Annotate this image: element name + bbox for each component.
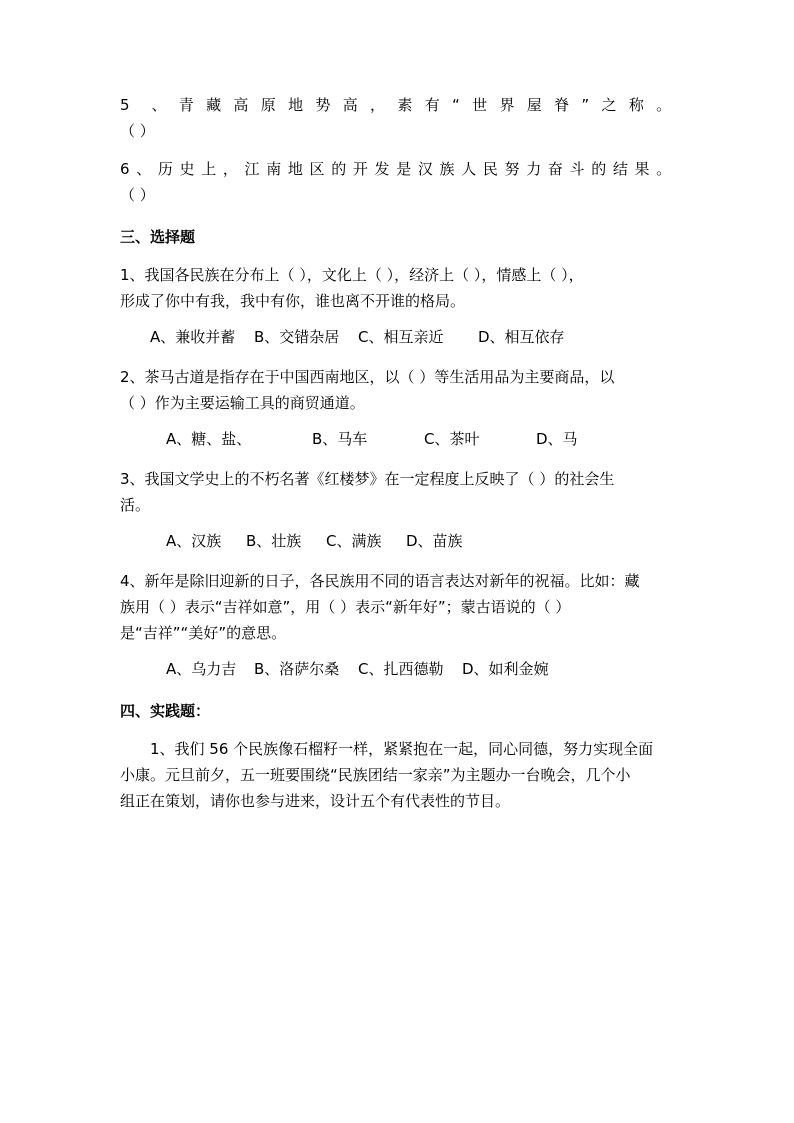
tf-question-6: [120, 156, 676, 208]
practice-question-1-line: 小康。元旦前夕，五一班要围绕“民族团结一家亲”为主题办一台晚会，几个小: [120, 766, 631, 784]
option-c: C、茶叶: [424, 430, 480, 448]
mc-question-2: [120, 364, 676, 416]
practice-question-1-line: 1、我们 56 个民族像石榴籽一样，紧紧抱在一起，同心同德，努力实现全面: [150, 740, 654, 758]
option-c: C、满族: [326, 532, 382, 550]
tf-question-6-answer-blank: （ ）: [120, 186, 155, 204]
mc-question-3-line: 活。: [120, 496, 151, 514]
mc-question-1-options: [120, 324, 676, 350]
mc-question-1: [120, 262, 676, 314]
mc-question-4-line: 族用（ ）表示“吉祥如意”，用（ ）表示“新年好”；蒙古语说的（ ）: [120, 598, 571, 616]
option-b: B、洛萨尔桑: [254, 660, 340, 678]
mc-question-2-line: 2、茶马古道是指存在于中国西南地区，以（ ）等生活用品为主要商品，以: [120, 368, 615, 386]
option-d: D、如利金婉: [462, 660, 549, 678]
option-b: B、壮族: [246, 532, 302, 550]
mc-question-4-line: 是“吉祥”“美好”的意思。: [120, 624, 287, 642]
mc-question-1-line: 形成了你中有我，我中有你，谁也离不开谁的格局。: [120, 292, 466, 310]
option-d: D、苗族: [406, 532, 463, 550]
option-a: A、糖、盐、: [166, 430, 252, 448]
mc-question-2-line: （ ）作为主要运输工具的商贸通道。: [120, 394, 365, 412]
option-a: A、汉族: [166, 532, 222, 550]
mc-question-4: [120, 568, 676, 646]
option-d: D、相互依存: [478, 328, 565, 346]
tf-question-5-answer-blank: （ ）: [120, 122, 155, 140]
section-3-heading: 三、选择题: [120, 228, 196, 246]
option-d: D、马: [536, 430, 578, 448]
option-a: A、乌力吉: [166, 660, 237, 678]
page-content: [120, 92, 676, 824]
practice-question-1: [120, 736, 676, 814]
option-c: C、扎西德勒: [358, 660, 444, 678]
mc-question-3-options: [120, 528, 676, 554]
tf-question-5: [120, 92, 676, 144]
mc-question-3: [120, 466, 676, 518]
tf-question-5-stem: 5 、青藏高原地势高，素有“世界屋脊”之称。: [120, 96, 676, 114]
tf-question-6-stem: 6、历史上，江南地区的开发是汉族人民努力奋斗的结果。: [120, 160, 676, 178]
option-a: A、兼收并蓄: [150, 328, 236, 346]
mc-question-4-options: [120, 656, 676, 682]
mc-question-2-options: [120, 426, 676, 452]
mc-question-3-line: 3、我国文学史上的不朽名著《红楼梦》在一定程度上反映了（ ）的社会生: [120, 470, 615, 488]
section-4-heading: 四、实践题：: [120, 702, 211, 720]
option-b: B、马车: [312, 430, 368, 448]
mc-question-4-line: 4、新年是除旧迎新的日子，各民族用不同的语言表达对新年的祝福。比如：藏: [120, 572, 640, 590]
option-b: B、交错杂居: [254, 328, 340, 346]
mc-question-1-line: 1、我国各民族在分布上（ ），文化上（ ），经济上（ ），情感上（ ），: [120, 266, 584, 284]
option-c: C、相互亲近: [358, 328, 444, 346]
practice-question-1-line: 组正在策划，请你也参与进来，设计五个有代表性的节目。: [120, 792, 511, 810]
